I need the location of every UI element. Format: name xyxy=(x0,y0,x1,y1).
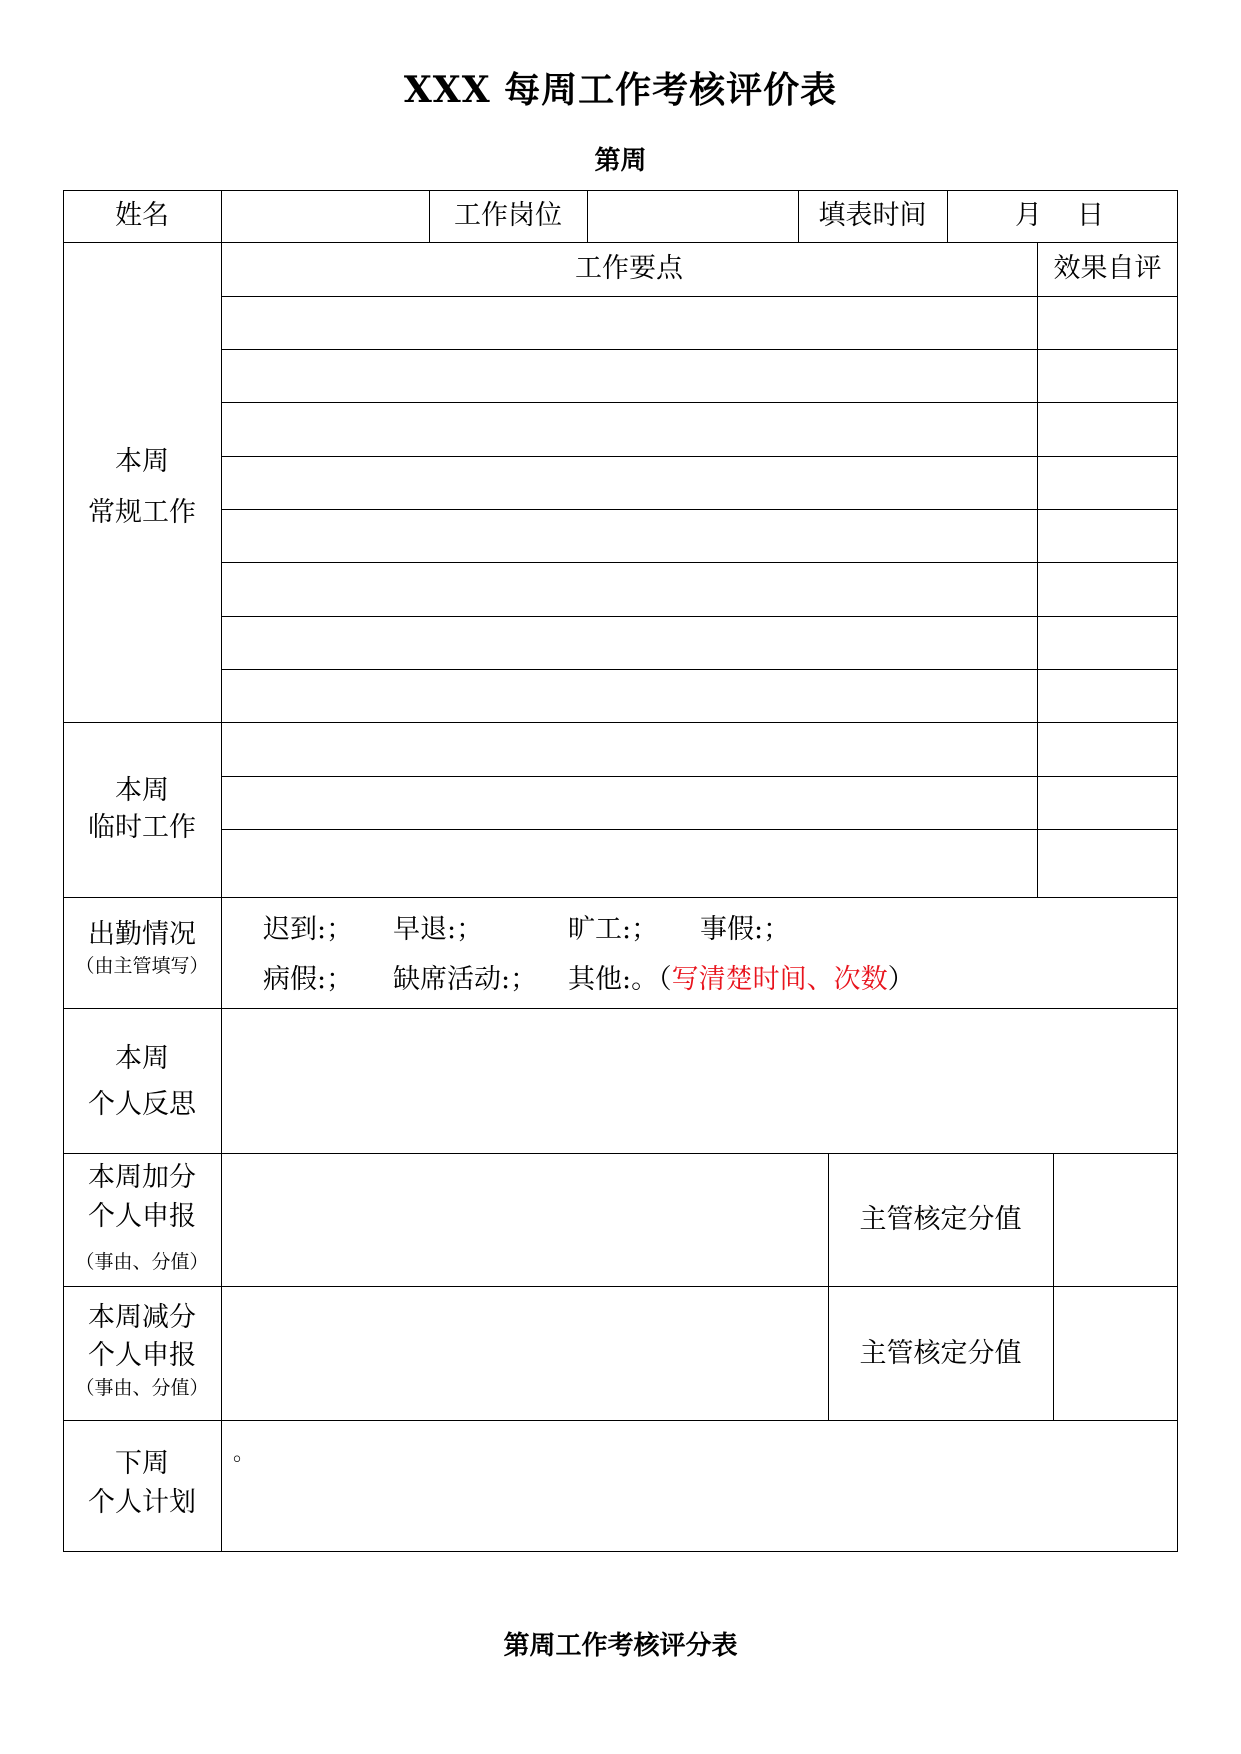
reflection-field[interactable] xyxy=(223,1010,1176,1151)
next-plan-content: 。 xyxy=(233,1441,256,1466)
other-close: ） xyxy=(887,964,915,995)
divider xyxy=(63,242,1178,243)
deduction-supervisor-label: 主管核定分值 xyxy=(859,1338,1022,1369)
divider xyxy=(221,296,1178,297)
divider xyxy=(221,669,1178,670)
late-field: 迟到:； xyxy=(263,914,354,945)
reflection-label-line2: 个人反思 xyxy=(88,1089,196,1120)
temporary-label-line1: 本周 xyxy=(115,775,169,806)
page-title: XXX 每周工作考核评价表 xyxy=(403,69,838,111)
reflection-label-line1: 本周 xyxy=(115,1043,169,1074)
bonus-label-line1: 本周加分 xyxy=(88,1162,196,1193)
divider xyxy=(221,829,1178,830)
bonus-score-field[interactable] xyxy=(1055,1155,1176,1284)
deduction-note: （事由、分值） xyxy=(75,1377,209,1399)
divider xyxy=(221,456,1178,457)
divider xyxy=(1037,242,1038,897)
divider xyxy=(63,897,1178,898)
divider xyxy=(63,1286,1178,1287)
divider xyxy=(221,616,1178,617)
other-label: 其他:。（ xyxy=(568,964,672,995)
deduction-label-line1: 本周减分 xyxy=(88,1302,196,1333)
divider xyxy=(221,509,1178,510)
bonus-label-line2: 个人申报 xyxy=(88,1201,196,1232)
fill-date-field[interactable] xyxy=(949,192,1176,240)
routine-label-line1: 本周 xyxy=(115,446,169,477)
attendance-note: （由主管填写） xyxy=(75,955,209,977)
personal-leave-field: 事假:； xyxy=(700,914,791,945)
divider xyxy=(63,1008,1178,1009)
deduction-score-field[interactable] xyxy=(1055,1288,1176,1418)
deduction-label-line2: 个人申报 xyxy=(88,1340,196,1371)
work-points-header: 工作要点 xyxy=(575,253,683,284)
other-field xyxy=(568,962,915,998)
bonus-supervisor-label: 主管核定分值 xyxy=(859,1204,1022,1235)
divider xyxy=(63,722,1178,723)
next-plan-label-line2: 个人计划 xyxy=(88,1487,196,1518)
month-label: 月 xyxy=(1015,200,1042,231)
temporary-label-line2: 临时工作 xyxy=(88,812,196,843)
absent-field: 旷工:； xyxy=(568,914,659,945)
early-leave-field: 早退:； xyxy=(393,914,484,945)
next-plan-label-line1: 下周 xyxy=(115,1448,169,1479)
divider xyxy=(947,190,948,242)
week-subtitle: 第周 xyxy=(594,146,647,176)
bonus-note: （事由、分值） xyxy=(75,1251,209,1273)
divider xyxy=(221,562,1178,563)
bonus-reason-field[interactable] xyxy=(223,1155,826,1284)
name-field[interactable] xyxy=(223,192,427,240)
next-plan-field[interactable] xyxy=(223,1422,1176,1550)
footer-title: 第周工作考核评分表 xyxy=(503,1631,738,1661)
position-field[interactable] xyxy=(589,192,796,240)
missed-activity-field: 缺席活动:； xyxy=(393,964,538,995)
divider xyxy=(63,1420,1178,1421)
attendance-label: 出勤情况 xyxy=(88,919,196,950)
divider xyxy=(587,190,588,242)
fill-time-label: 填表时间 xyxy=(818,200,927,231)
divider xyxy=(221,190,222,1552)
divider xyxy=(63,1153,1178,1154)
deduction-reason-field[interactable] xyxy=(223,1288,826,1418)
name-label: 姓名 xyxy=(115,200,169,231)
self-eval-header: 效果自评 xyxy=(1053,253,1162,284)
routine-label-line2: 常规工作 xyxy=(88,497,196,528)
position-label: 工作岗位 xyxy=(454,200,562,231)
day-label: 日 xyxy=(1077,200,1104,231)
divider xyxy=(221,402,1178,403)
sick-leave-field: 病假:； xyxy=(263,964,354,995)
other-hint: 写清楚时间、次数 xyxy=(671,964,888,995)
divider xyxy=(221,776,1178,777)
evaluation-table xyxy=(63,190,1178,1552)
divider xyxy=(221,349,1178,350)
